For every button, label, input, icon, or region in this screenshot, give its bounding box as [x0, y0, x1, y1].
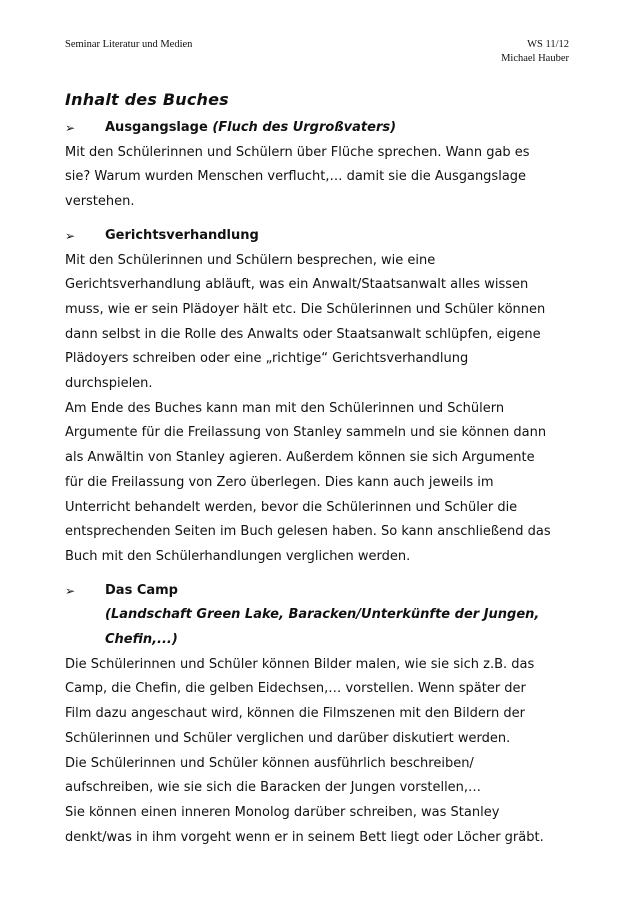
paragraph-line: aufschreiben, wie sie sich die Baracken der Jungen vorstellen,… — [65, 780, 482, 796]
header-author: Michael Hauber — [501, 53, 569, 64]
section-title: Ausgangslage — [105, 120, 208, 135]
paragraph-line: verstehen. — [65, 194, 135, 210]
section-heading-gerichtsverhandlung — [65, 224, 575, 249]
section-title: Gerichtsverhandlung — [105, 227, 259, 243]
document-body — [65, 88, 575, 850]
paragraph-line: Buch mit den Schülerhandlungen verglichen werden. — [65, 548, 411, 564]
header-semester-author — [501, 38, 569, 66]
section-subtitle-line: Chefin,...) — [105, 632, 178, 648]
paragraph-line: Plädoyers schreiben oder eine „richtige“ Gerichtsverhandlung — [65, 351, 469, 367]
section-title: Das Camp — [105, 582, 178, 598]
page-title: Inhalt des Buches — [65, 90, 229, 109]
arrow-bullet-icon: ➢ — [65, 228, 76, 243]
paragraph-line: Mit den Schülerinnen und Schülern über Flüche sprechen. Wann gab es — [65, 144, 530, 160]
paragraph-line: Argumente für die Freilassung von Stanley sammeln und sie können dann — [65, 425, 547, 441]
paragraph-line: sie? Warum wurden Menschen verflucht,… damit sie die Ausgangslage — [65, 169, 527, 185]
paragraph-line: Gerichtsverhandlung abläuft, was ein Anwalt/Staatsanwalt alles wissen — [65, 277, 529, 293]
section-subtitle-line: (Landschaft Green Lake, Baracken/Unterkünfte der Jungen, — [105, 607, 540, 623]
paragraph-line: entsprechenden Seiten im Buch gelesen haben. So kann anschließend das — [65, 524, 551, 540]
paragraph-line: muss, wie er sein Plädoyer hält etc. Die Schülerinnen und Schüler können — [65, 301, 546, 317]
arrow-bullet-icon: ➢ — [65, 121, 76, 135]
paragraph-line: denkt/was in ihm vorgeht wenn er in seinem Bett liegt oder Löcher gräbt. — [65, 829, 544, 845]
section-heading-das-camp — [65, 579, 575, 604]
paragraph-line: Schülerinnen und Schüler verglichen und darüber diskutiert werden. — [65, 730, 511, 746]
header-seminar-title: Seminar Literatur und Medien — [65, 39, 193, 50]
paragraph-line: als Anwältin von Stanley agieren. Außerdem können sie sich Argumente — [65, 450, 535, 466]
header-semester: WS 11/12 — [527, 39, 569, 50]
paragraph-line: Unterricht behandelt werden, bevor die Schülerinnen und Schüler die — [65, 499, 518, 515]
paragraph-line: durchspielen. — [65, 376, 153, 392]
section-subtitle: (Fluch des Urgroßvaters) — [212, 120, 397, 135]
paragraph-line: Am Ende des Buches kann man mit den Schülerinnen und Schülern — [65, 400, 505, 416]
paragraph-line: Die Schülerinnen und Schüler können ausführlich beschreiben/ — [65, 755, 474, 771]
paragraph-line: Camp, die Chefin, die gelben Eidechsen,… vorstellen. Wenn später der — [65, 681, 526, 697]
paragraph-line: Mit den Schülerinnen und Schülern besprechen, wie eine — [65, 252, 436, 268]
paragraph-line: Die Schülerinnen und Schüler können Bilder malen, wie sie sich z.B. das — [65, 656, 535, 672]
section-heading-ausgangslage — [65, 116, 575, 141]
paragraph-line: für die Freilassung von Zero überlegen. Dies kann auch jeweils im — [65, 474, 494, 490]
arrow-bullet-icon: ➢ — [65, 583, 76, 598]
paragraph-line: Sie können einen inneren Monolog darüber schreiben, was Stanley — [65, 804, 500, 820]
paragraph-line: dann selbst in die Rolle des Anwalts oder Staatsanwalt schlüpfen, eigene — [65, 326, 541, 342]
paragraph-line: Film dazu angeschaut wird, können die Filmszenen mit den Bildern der — [65, 706, 525, 722]
